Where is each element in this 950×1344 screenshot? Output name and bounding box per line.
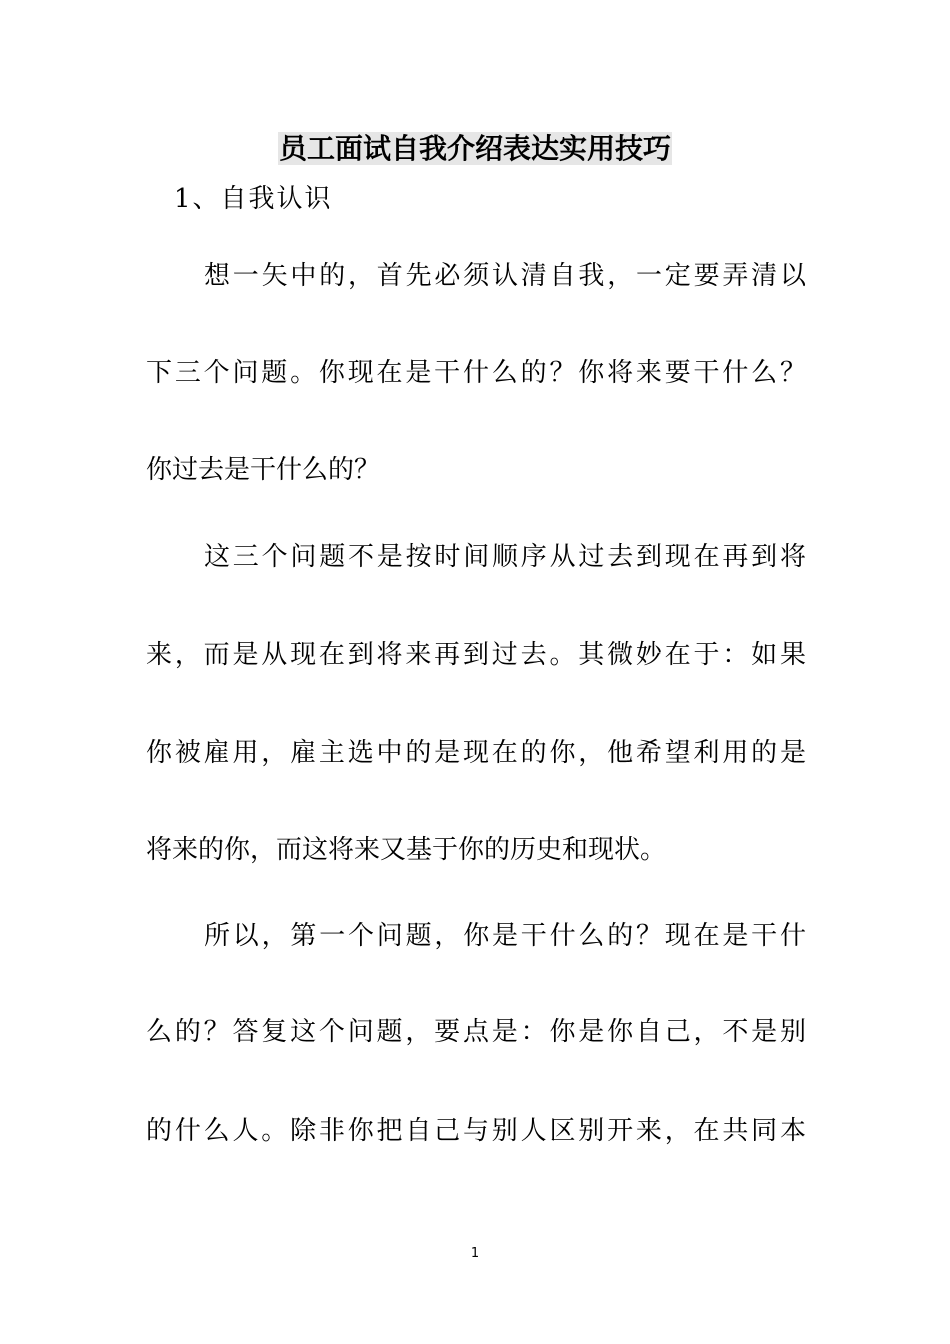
document-title-text: 员工面试自我介绍表达实用技巧	[278, 132, 671, 165]
page-number: 1	[470, 1246, 480, 1261]
paragraph-line: 所以，第一个问题，你是干什么的？现在是干什	[204, 921, 806, 951]
paragraph-line: 想一矢中的，首先必须认清自我，一定要弄清以	[204, 261, 806, 291]
paragraph-line: 你被雇用，雇主选中的是现在的你，他希望利用的是	[146, 738, 806, 768]
paragraph-line: 下三个问题。你现在是干什么的？你将来要干什么？	[146, 358, 806, 388]
paragraph-line: 来，而是从现在到将来再到过去。其微妙在于：如果	[146, 640, 806, 670]
document-title	[0, 128, 950, 170]
section-heading: 1、自我认识	[174, 184, 333, 214]
paragraph-line: 你过去是干什么的？	[146, 455, 381, 485]
paragraph-line: 么的？答复这个问题，要点是：你是你自己，不是别	[146, 1017, 806, 1047]
paragraph-line: 将来的你，而这将来又基于你的历史和现状。	[146, 835, 667, 865]
paragraph-line: 的什么人。除非你把自己与别人区别开来，在共同本	[146, 1116, 806, 1146]
paragraph-line: 这三个问题不是按时间顺序从过去到现在再到将	[204, 542, 806, 572]
